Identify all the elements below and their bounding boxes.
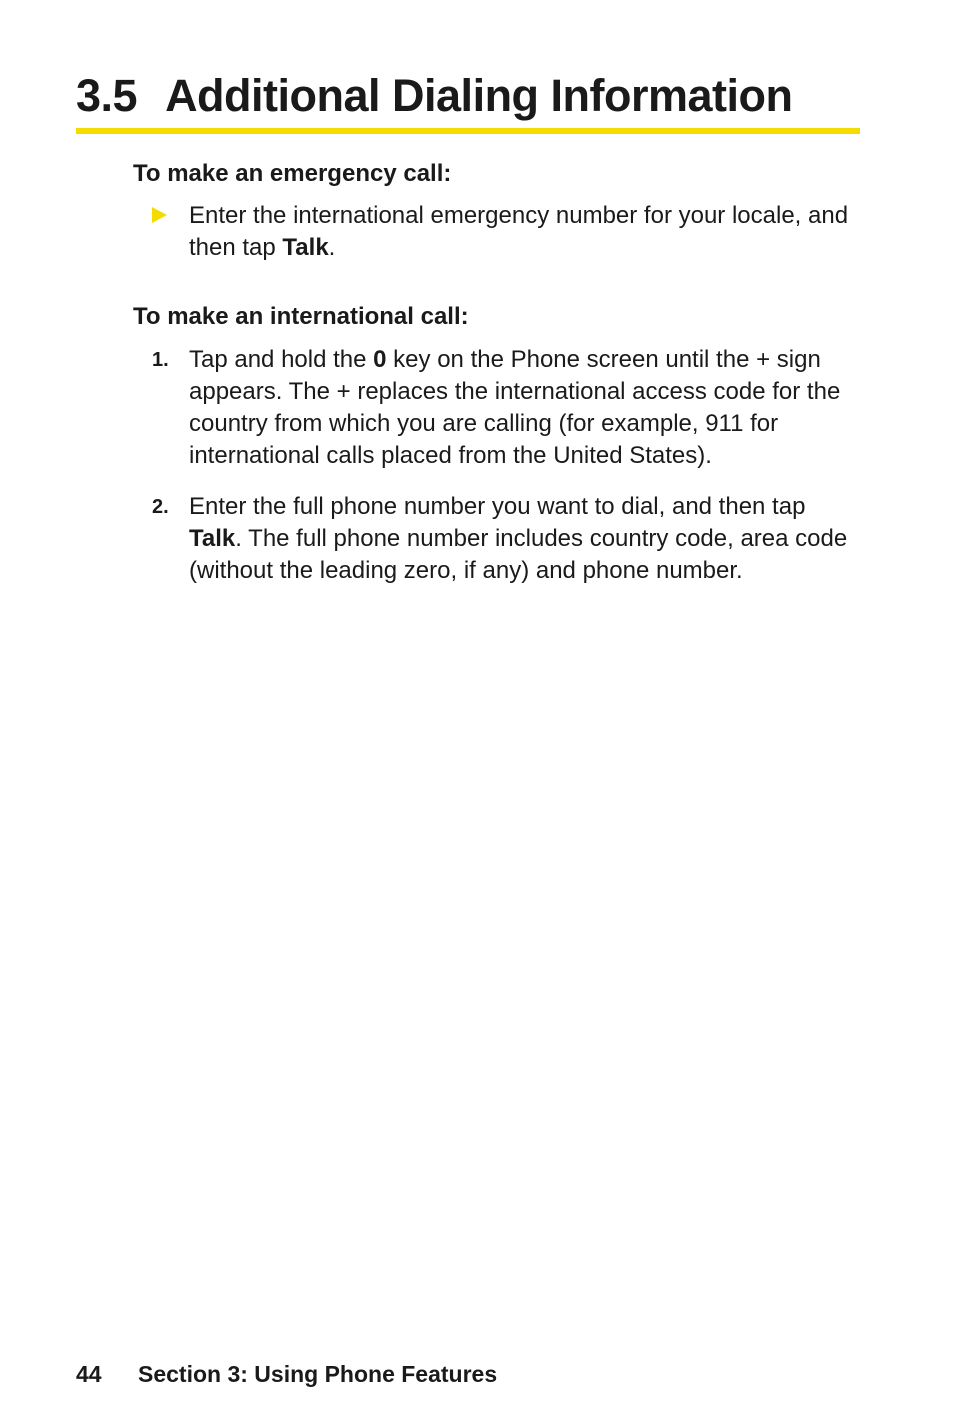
international-heading: To make an international call: [133, 303, 469, 330]
footer-section-title: Section 3: Using Phone Features [138, 1361, 498, 1387]
emergency-bullet [189, 200, 861, 264]
step-2-text-end: . The full phone number includes country code, area code (without the leading zero, if any) and phone number. [189, 525, 848, 584]
step-2 [189, 491, 861, 587]
section-title: Additional Dialing Information [165, 70, 793, 121]
section-number: 3.5 [76, 70, 138, 121]
page-title [76, 66, 793, 126]
step-2-text: Enter the full phone number you want to dial, and then tap [189, 493, 806, 520]
step-1-text: Tap and hold the [189, 346, 374, 373]
emergency-bullet-text: Enter the international emergency number for your locale, and then tap [189, 202, 849, 261]
step-1-text-end: key on the Phone screen until the + sign appears. The + replaces the international access code for the country from which you are calling (for example, 911 for international calls placed from the United States). [189, 346, 841, 469]
title-underline [76, 128, 860, 134]
step-number: 2. [152, 496, 169, 518]
page-number: 44 [76, 1361, 102, 1387]
talk-key-label: Talk [189, 525, 236, 552]
page-footer [76, 1358, 497, 1390]
step-1 [189, 344, 861, 472]
step-number: 1. [152, 349, 169, 371]
triangle-right-icon [152, 207, 167, 223]
talk-key-label: Talk [282, 234, 329, 261]
emergency-bullet-end: . [328, 234, 336, 261]
emergency-heading: To make an emergency call: [133, 160, 452, 187]
zero-key-label: 0 [373, 346, 387, 373]
